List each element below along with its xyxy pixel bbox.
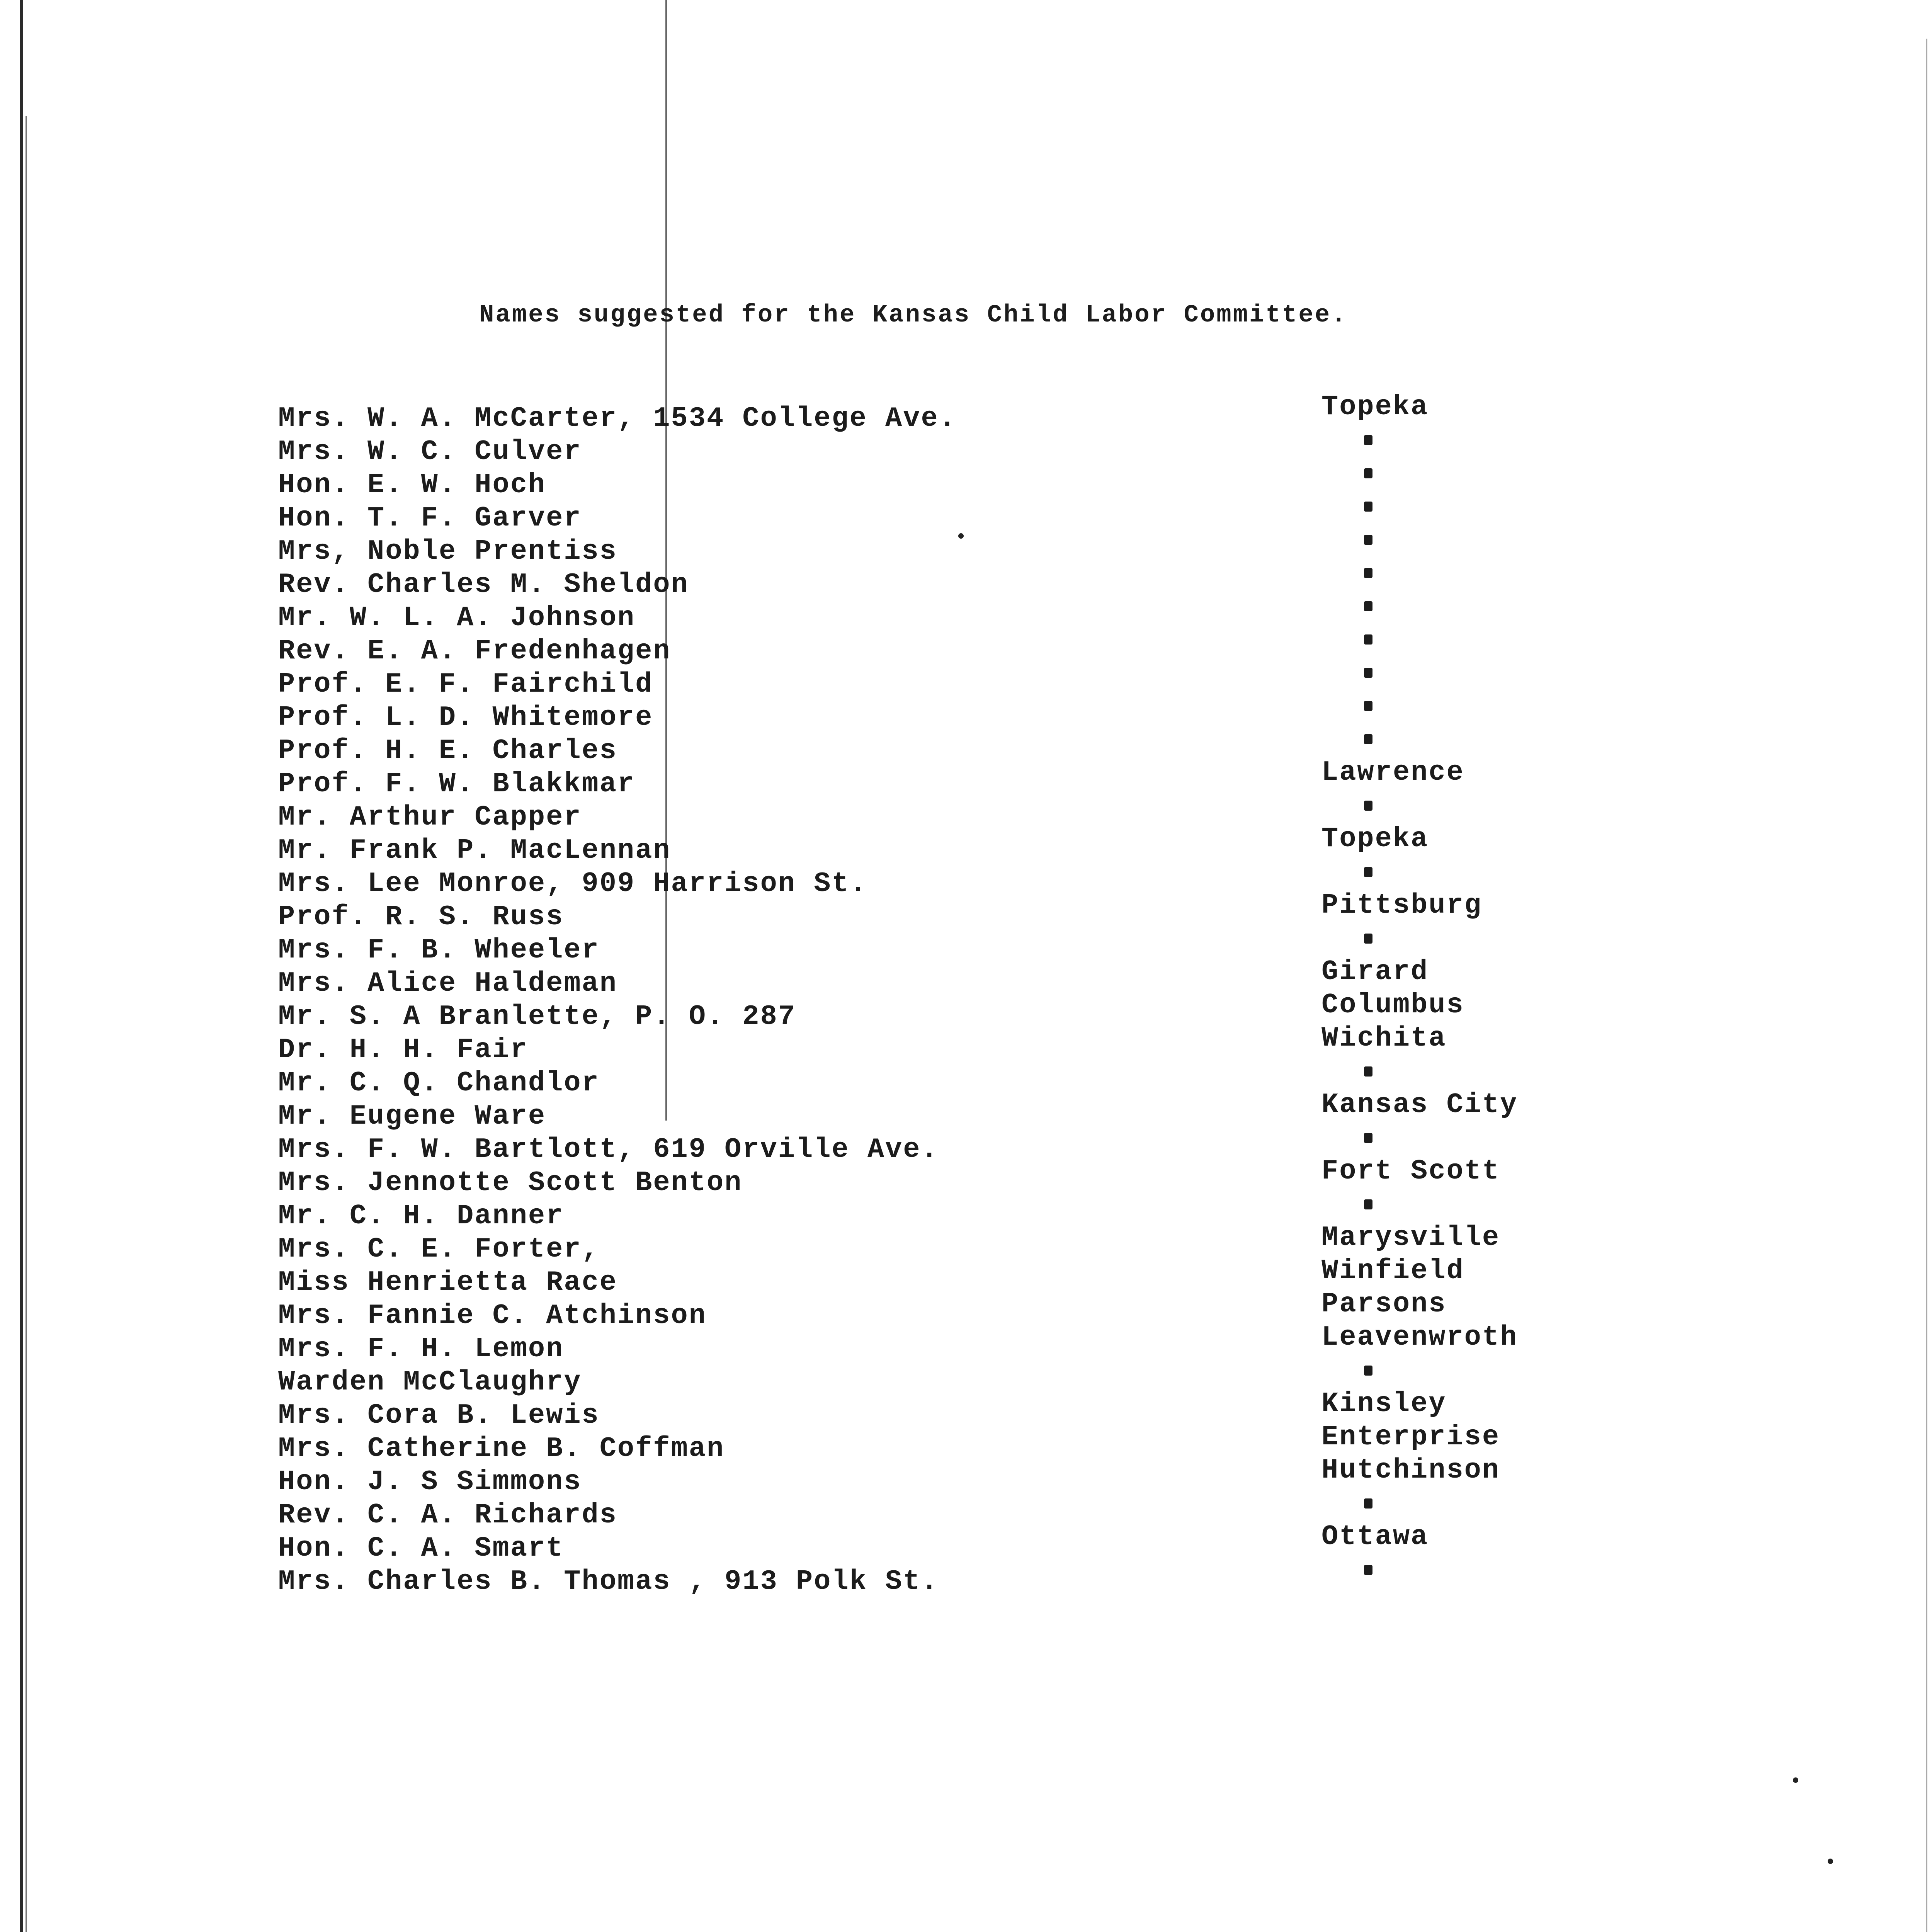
ditto-dot (1364, 1133, 1372, 1143)
ditto-dot (1364, 634, 1372, 645)
name-entry: Mr. Eugene Ware (278, 1100, 546, 1132)
place-entry: Hutchinson (1321, 1454, 1500, 1486)
name-entry: Rev. E. A. Fredenhagen (278, 635, 671, 667)
place-entry: Leavenwroth (1321, 1321, 1518, 1353)
place-entry: Ottawa (1321, 1521, 1429, 1553)
place-entry: Winfield (1321, 1255, 1464, 1287)
name-entry: Mrs. Lee Monroe, 909 Harrison St. (278, 868, 867, 900)
ditto-mark (1321, 523, 1708, 556)
name-entry: Mrs. F. B. Wheeler (278, 934, 600, 966)
ditto-dot (1364, 934, 1372, 944)
place-entry: Kansas City (1321, 1089, 1518, 1121)
ditto-dot (1364, 801, 1372, 811)
name-entry: Hon. T. F. Garver (278, 502, 582, 534)
name-entry: Rev. Charles M. Sheldon (278, 569, 689, 600)
place-entry: Wichita (1321, 1022, 1447, 1054)
place-entry: Kinsley (1321, 1388, 1447, 1420)
place-entry: Parsons (1321, 1288, 1447, 1320)
ditto-mark (1321, 590, 1708, 623)
name-entry: Dr. H. H. Fair (278, 1034, 528, 1066)
name-entry: Prof. L. D. Whitemore (278, 702, 653, 733)
ink-speck (1828, 1859, 1833, 1864)
ditto-dot (1364, 668, 1372, 678)
ditto-mark (1321, 789, 1708, 822)
name-entry: Mrs. F. H. Lemon (278, 1333, 564, 1365)
place-entry: Girard (1321, 956, 1429, 988)
ditto-mark (1321, 922, 1708, 955)
name-entry: Prof. E. F. Fairchild (278, 668, 653, 700)
place-entry: Enterprise (1321, 1421, 1500, 1453)
name-entry: Mrs. Jennotte Scott Benton (278, 1167, 743, 1199)
ditto-mark (1321, 1121, 1708, 1155)
ditto-mark (1321, 656, 1708, 689)
name-entry: Mr. Arthur Capper (278, 801, 582, 833)
name-entry: Rev. C. A. Richards (278, 1499, 617, 1531)
ditto-dot (1364, 468, 1372, 478)
name-entry: Mr. C. Q. Chandlor (278, 1067, 600, 1099)
ditto-mark (1321, 855, 1708, 889)
place-entry: Fort Scott (1321, 1155, 1500, 1187)
place-entry: Lawrence (1321, 757, 1464, 788)
ditto-dot (1364, 734, 1372, 744)
name-entry: Prof. F. W. Blakkmar (278, 768, 636, 800)
ditto-dot (1364, 502, 1372, 512)
ditto-mark (1321, 423, 1708, 457)
name-entry: Mrs. Alice Haldeman (278, 968, 617, 999)
ditto-mark (1321, 1553, 1708, 1587)
ditto-dot (1364, 701, 1372, 711)
name-entry: Mrs. W. C. Culver (278, 436, 582, 468)
ditto-dot (1364, 1199, 1372, 1209)
name-entry: Mrs. C. E. Forter, (278, 1233, 600, 1265)
ditto-dot (1364, 535, 1372, 545)
name-entry: Hon. J. S Simmons (278, 1466, 582, 1498)
name-entry: Mrs, Noble Prentiss (278, 536, 617, 567)
name-entry: Mrs. Charles B. Thomas , 913 Polk St. (278, 1566, 939, 1597)
ditto-mark (1321, 1055, 1708, 1088)
name-entry: Mr. W. L. A. Johnson (278, 602, 636, 634)
places-column (1321, 390, 1708, 1587)
ditto-mark (1321, 490, 1708, 523)
name-entry: Hon. C. A. Smart (278, 1532, 564, 1564)
names-column (278, 402, 1283, 1598)
ditto-mark (1321, 1354, 1708, 1387)
ditto-mark (1321, 1487, 1708, 1520)
place-entry: Pittsburg (1321, 889, 1482, 921)
name-entry: Prof. H. E. Charles (278, 735, 617, 767)
name-entry: Mrs. Cora B. Lewis (278, 1400, 600, 1431)
name-entry: Mrs. Catherine B. Coffman (278, 1433, 725, 1464)
name-entry: Prof. R. S. Russ (278, 901, 564, 933)
ditto-mark (1321, 623, 1708, 656)
ink-speck (1793, 1777, 1798, 1783)
ditto-mark (1321, 457, 1708, 490)
ditto-dot (1364, 1066, 1372, 1077)
name-entry: Mr. C. H. Danner (278, 1200, 564, 1232)
place-entry: Topeka (1321, 823, 1429, 855)
ditto-dot (1364, 601, 1372, 611)
place-entry: Columbus (1321, 989, 1464, 1021)
name-entry: Warden McClaughry (278, 1366, 582, 1398)
ditto-mark (1321, 1188, 1708, 1221)
name-entry: Mr. S. A Branlette, P. O. 287 (278, 1001, 796, 1032)
ditto-mark (1321, 556, 1708, 590)
ditto-dot (1364, 568, 1372, 578)
ditto-mark (1321, 723, 1708, 756)
name-entry: Miss Henrietta Race (278, 1267, 617, 1298)
scan-edge-left (20, 0, 23, 1932)
scan-edge-left-inner (26, 116, 27, 1932)
place-entry: Topeka (1321, 391, 1429, 423)
ditto-dot (1364, 435, 1372, 445)
name-entry: Mrs. F. W. Bartlott, 619 Orville Ave. (278, 1134, 939, 1165)
place-entry: Marysville (1321, 1222, 1500, 1253)
ditto-dot (1364, 1565, 1372, 1575)
ditto-dot (1364, 1498, 1372, 1509)
name-entry: Hon. E. W. Hoch (278, 469, 546, 501)
ditto-dot (1364, 867, 1372, 877)
ditto-mark (1321, 689, 1708, 723)
ditto-dot (1364, 1366, 1372, 1376)
name-entry: Mrs. W. A. McCarter, 1534 College Ave. (278, 403, 957, 434)
name-entry: Mrs. Fannie C. Atchinson (278, 1300, 707, 1332)
name-entry: Mr. Frank P. MacLennan (278, 835, 671, 866)
scan-edge-right-inner (1926, 39, 1927, 1932)
document-title: Names suggested for the Kansas Child Labor Committee. (479, 301, 1348, 329)
